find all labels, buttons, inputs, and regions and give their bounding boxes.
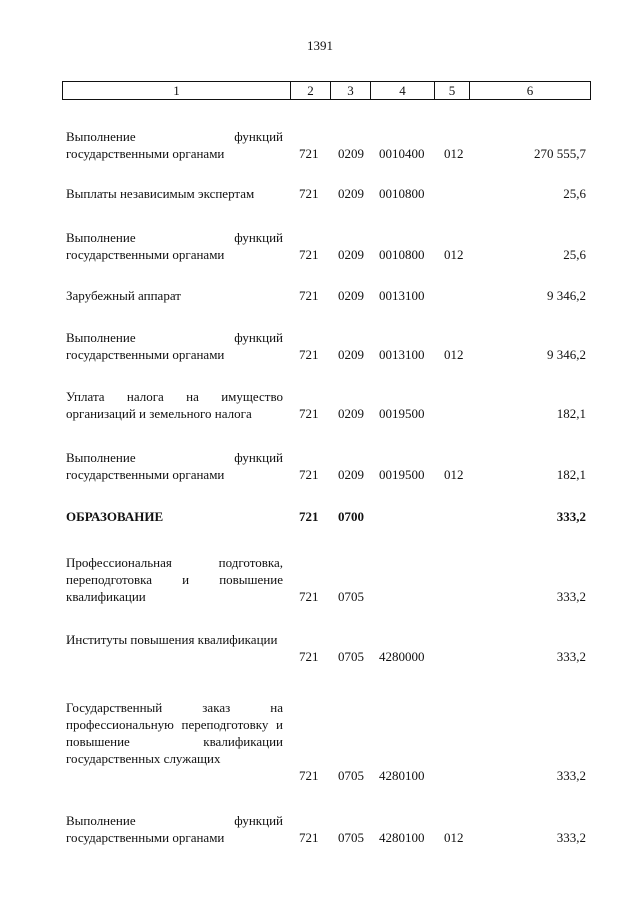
page-number: 1391 (307, 38, 333, 53)
row-target-code: 0019500 (379, 406, 425, 421)
row-amount: 333,2 (556, 589, 586, 604)
row-amount: 9 346,2 (547, 288, 586, 303)
row-amount: 25,6 (563, 186, 586, 201)
row-ministry-code: 721 (299, 406, 319, 421)
row-amount: 182,1 (556, 406, 586, 421)
row-target-code: 0013100 (379, 347, 425, 362)
row-section-code: 0209 (338, 146, 364, 161)
table-row (0, 631, 640, 665)
row-section-code: 0705 (338, 768, 364, 783)
table-row (0, 699, 640, 784)
column-header-3: 3 (331, 82, 371, 100)
table-row (0, 449, 640, 483)
row-name: ОБРАЗОВАНИЕ (66, 509, 164, 524)
row-ministry-code: 721 (299, 509, 319, 524)
row-target-code: 0010800 (379, 247, 425, 262)
row-section-code: 0209 (338, 406, 364, 421)
row-name: Профессиональная подготовка, переподготовка и повышение квалификации (66, 555, 283, 604)
column-header-4: 4 (371, 82, 435, 100)
table-row (0, 287, 640, 304)
row-ministry-code: 721 (299, 830, 319, 845)
column-header-2: 2 (291, 82, 331, 100)
row-ministry-code: 721 (299, 247, 319, 262)
row-amount: 333,2 (556, 649, 586, 664)
row-section-code: 0209 (338, 347, 364, 362)
row-ministry-code: 721 (299, 288, 319, 303)
row-section-code: 0209 (338, 186, 364, 201)
section-row (0, 508, 640, 525)
row-name: Выполнение функций государственными органами (66, 330, 283, 362)
row-ministry-code: 721 (299, 768, 319, 783)
row-name: Государственный заказ на профессиональную переподготовку и повышение квалификации государственных служащих (66, 700, 283, 766)
column-header-row (63, 82, 591, 100)
row-amount: 333,2 (556, 830, 586, 845)
row-amount: 270 555,7 (534, 146, 586, 161)
row-name: Выплаты независимым экспертам (66, 186, 255, 201)
row-name: Институты повышения квалификации (66, 632, 278, 647)
column-header-table (62, 81, 591, 100)
row-section-code: 0700 (338, 509, 364, 524)
row-section-code: 0209 (338, 467, 364, 482)
row-section-code: 0705 (338, 589, 364, 604)
row-section-code: 0209 (338, 288, 364, 303)
table-row (0, 128, 640, 162)
row-target-code: 0010400 (379, 146, 425, 161)
row-target-code: 0010800 (379, 186, 425, 201)
row-amount: 25,6 (563, 247, 586, 262)
row-name: Выполнение функций государственными органами (66, 450, 283, 482)
row-target-code: 0013100 (379, 288, 425, 303)
row-expense-type: 012 (444, 247, 464, 262)
row-section-code: 0705 (338, 830, 364, 845)
column-header-6: 6 (470, 82, 591, 100)
row-target-code: 4280100 (379, 830, 425, 845)
row-name: Выполнение функций государственными органами (66, 129, 283, 161)
row-name: Выполнение функций государственными органами (66, 230, 283, 262)
row-expense-type: 012 (444, 347, 464, 362)
row-target-code: 0019500 (379, 467, 425, 482)
row-target-code: 4280000 (379, 649, 425, 664)
row-amount: 333,2 (556, 509, 586, 524)
row-ministry-code: 721 (299, 146, 319, 161)
table-row (0, 329, 640, 363)
row-target-code: 4280100 (379, 768, 425, 783)
row-ministry-code: 721 (299, 186, 319, 201)
column-header-5: 5 (435, 82, 470, 100)
row-name: Уплата налога на имущество организаций и земельного налога (66, 389, 283, 421)
table-row (0, 554, 640, 605)
table-row (0, 229, 640, 263)
row-expense-type: 012 (444, 146, 464, 161)
row-ministry-code: 721 (299, 347, 319, 362)
row-amount: 333,2 (556, 768, 586, 783)
row-ministry-code: 721 (299, 649, 319, 664)
row-name: Зарубежный аппарат (66, 288, 181, 303)
table-row (0, 185, 640, 202)
table-row (0, 812, 640, 846)
row-section-code: 0705 (338, 649, 364, 664)
row-ministry-code: 721 (299, 467, 319, 482)
row-section-code: 0209 (338, 247, 364, 262)
row-amount: 9 346,2 (547, 347, 586, 362)
row-name: Выполнение функций государственными органами (66, 813, 283, 845)
column-header-1: 1 (63, 82, 291, 100)
row-expense-type: 012 (444, 467, 464, 482)
row-amount: 182,1 (556, 467, 586, 482)
table-row (0, 388, 640, 422)
row-ministry-code: 721 (299, 589, 319, 604)
row-expense-type: 012 (444, 830, 464, 845)
